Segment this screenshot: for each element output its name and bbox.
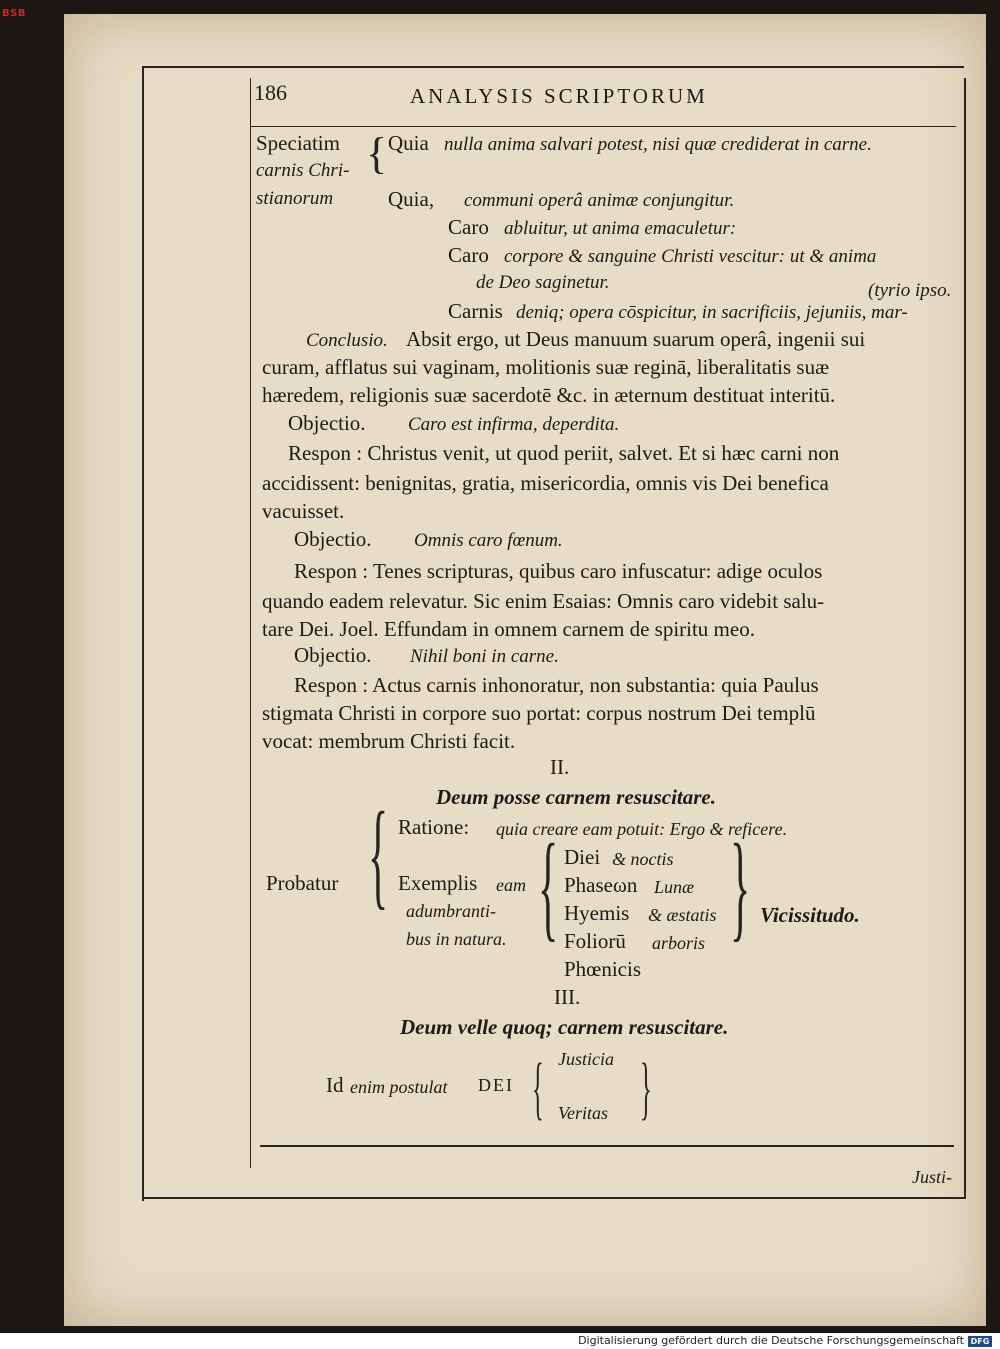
section-2-heading: Deum posse carnem resuscitare. xyxy=(436,785,716,809)
frame-left-rule xyxy=(142,66,144,1201)
brace-dei: { xyxy=(532,1050,544,1127)
dei-item-1: Justicia xyxy=(558,1049,614,1069)
text-line-12: Respon : Christus venit, ut quod periit, salvet. Et si hæc carni non xyxy=(288,441,840,465)
brace-close-dei: } xyxy=(640,1050,652,1127)
section-3-heading: Deum velle quoq; carnem resuscitare. xyxy=(400,1015,729,1039)
text-line-19-b: Nihil boni in carne. xyxy=(410,646,559,667)
text-line-8-a: Conclusio. xyxy=(306,330,388,351)
text-line-22: vocat: membrum Christi facit. xyxy=(262,729,516,753)
text-line-7-a: Carnis xyxy=(448,299,503,323)
adumbranti-label: adumbranti- xyxy=(406,901,496,921)
header-rule xyxy=(250,126,956,127)
text-line-5-b: corpore & sanguine Christi vescitur: ut & anima xyxy=(504,246,877,267)
example-3-a: Hyemis xyxy=(564,901,630,925)
dei-item-2: Veritas xyxy=(558,1103,609,1123)
inner-left-rule xyxy=(250,78,251,1168)
frame-right-rule xyxy=(964,78,966,1198)
text-line-14: vacuisset. xyxy=(262,499,345,523)
bus-label: bus in natura. xyxy=(406,929,507,949)
text-line-3-left: stianorum xyxy=(256,188,334,209)
id-a: Id xyxy=(326,1073,344,1097)
library-stamp: BSB xyxy=(2,8,26,19)
running-title: ANALYSIS SCRIPTORUM xyxy=(410,84,708,108)
brace-probatur: { xyxy=(368,787,389,920)
frame-bottom-rule xyxy=(142,1197,966,1199)
example-3-b: & æstatis xyxy=(648,905,717,925)
brace-open: { xyxy=(366,129,388,178)
ratione-b: quia creare eam potuit: Ergo & reficere. xyxy=(496,819,788,839)
exemplis-a: Exemplis xyxy=(398,871,478,895)
page-number: 186 xyxy=(254,80,287,105)
example-1-a: Diei xyxy=(564,845,601,869)
text-line-11-b: Caro est infirma, deperdita. xyxy=(408,414,620,435)
text-line-11-a: Objectio. xyxy=(288,411,366,435)
text-line-5-a: Caro xyxy=(448,243,489,267)
text-line-17: quando eadem relevatur. Sic enim Esaias: Omnis caro videbit salu- xyxy=(262,589,825,613)
example-2-a: Phaseωn xyxy=(564,873,638,897)
section-3-numeral: III. xyxy=(554,985,581,1009)
text-line-21: stigmata Christi in corpore suo portat: corpus nostrum Dei templū xyxy=(262,701,816,725)
text-line-8-b: Absit ergo, ut Deus manuum suarum operâ, ingenii sui xyxy=(406,327,866,351)
id-c: DEI xyxy=(478,1075,514,1095)
example-1-b: & noctis xyxy=(612,849,674,869)
probatur-label: Probatur xyxy=(266,871,339,895)
text-line-13: accidissent: benignitas, gratia, misericordia, omnis vis Dei benefica xyxy=(262,471,829,495)
example-4-b: arboris xyxy=(652,933,706,953)
brace-examples: { xyxy=(538,819,559,952)
text-line-4-b: abluitur, ut anima emaculetur: xyxy=(504,218,737,239)
text-line-2-left: carnis Chri- xyxy=(256,160,350,181)
text-line-15-b: Omnis caro fœnum. xyxy=(414,530,563,551)
text-line-1-left: Speciatim xyxy=(256,131,340,155)
text-line-1-a: Quia xyxy=(388,131,429,155)
bottom-text-rule xyxy=(260,1145,954,1147)
id-b: enim postulat xyxy=(350,1077,448,1097)
section-2-numeral: II. xyxy=(550,755,570,779)
text-line-18: tare Dei. Joel. Effundam in omnem carnem de spiritu meo. xyxy=(262,617,755,641)
dfg-logo-icon: DFG xyxy=(968,1336,992,1347)
funding-notice: Digitalisierung gefördert durch die Deutsche Forschungsgemeinschaft xyxy=(578,1334,964,1347)
text-line-10: hæredem, religionis suæ sacerdotē &c. in æternum destituat interitū. xyxy=(262,383,836,407)
book-page xyxy=(64,14,986,1326)
text-line-6-c: (tyrio ipso. xyxy=(868,280,952,301)
catchword: Justi- xyxy=(912,1167,952,1187)
brace-close-examples: } xyxy=(730,819,751,952)
exemplis-b: eam xyxy=(496,875,526,895)
frame-top-rule xyxy=(142,66,964,68)
text-line-20: Respon : Actus carnis inhonoratur, non substantia: quia Paulus xyxy=(294,673,819,697)
vicissitudo-label: Vicissitudo. xyxy=(760,903,860,927)
text-line-7-b: deniq; opera cōspicitur, in sacrificiis, jejuniis, mar- xyxy=(516,302,908,323)
text-line-3-b: communi operâ animæ conjungitur. xyxy=(464,190,735,211)
ratione-a: Ratione: xyxy=(398,815,470,839)
example-4-a: Foliorū xyxy=(564,929,626,953)
text-line-16: Respon : Tenes scripturas, quibus caro infuscatur: adige oculos xyxy=(294,559,823,583)
text-line-1-b: nulla anima salvari potest, nisi quæ crediderat in carne. xyxy=(444,134,872,155)
text-line-15-a: Objectio. xyxy=(294,527,372,551)
text-line-4-a: Caro xyxy=(448,215,489,239)
text-line-3-a: Quia, xyxy=(388,187,435,211)
example-5-a: Phœnicis xyxy=(564,957,642,981)
text-line-9: curam, afflatus sui vaginam, molitionis suæ reginā, liberalitatis suæ xyxy=(262,355,830,379)
text-line-19-a: Objectio. xyxy=(294,643,372,667)
text-line-6-b: de Deo saginetur. xyxy=(476,272,610,293)
example-2-b: Lunæ xyxy=(654,877,695,897)
